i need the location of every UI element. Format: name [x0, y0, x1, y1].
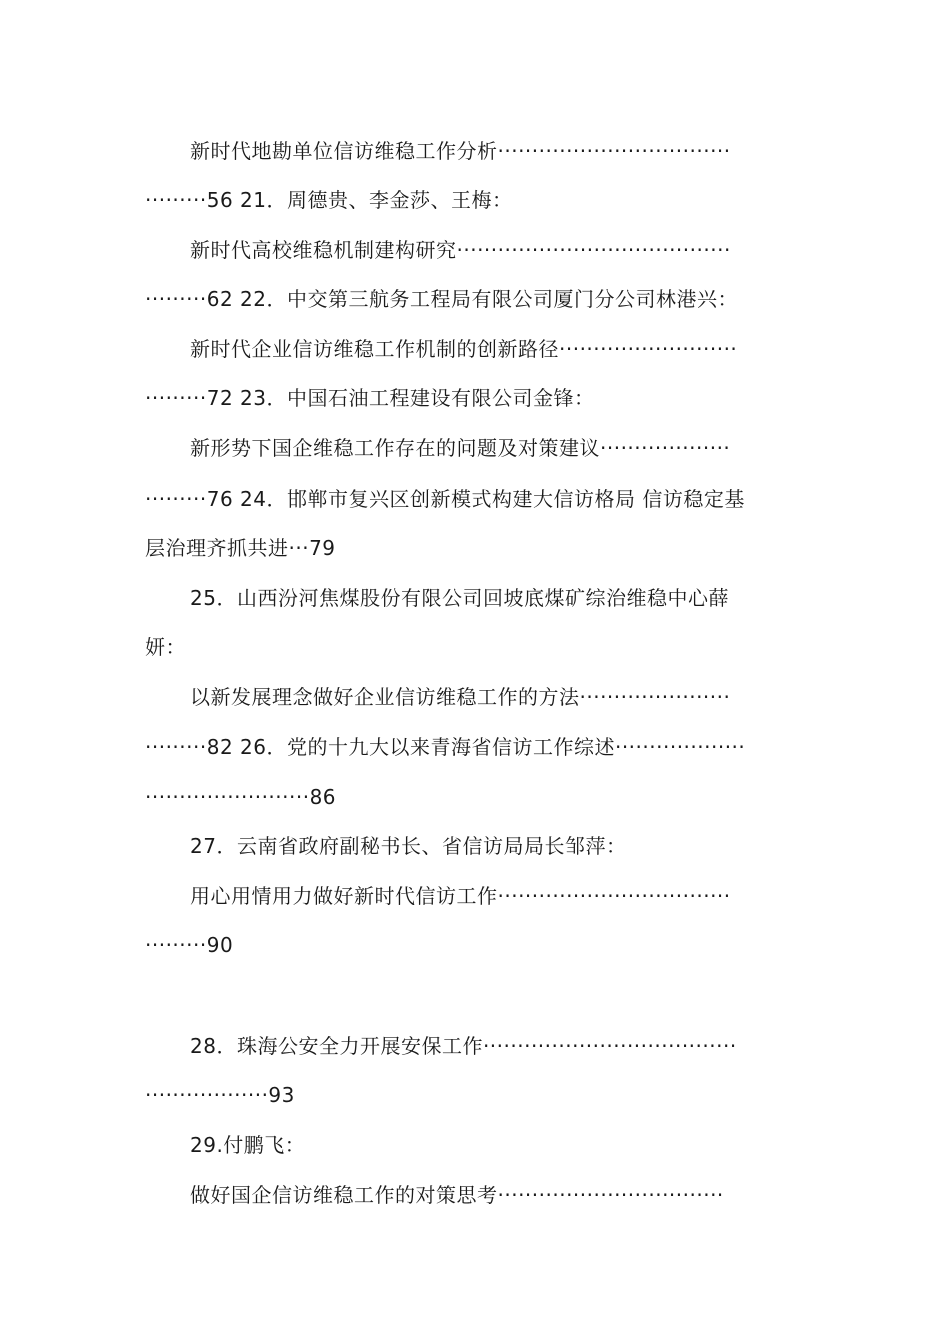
toc-line: 29.付鹏飞：: [190, 1133, 306, 1157]
toc-line: 用心用情用力做好新时代信访工作··································: [190, 884, 731, 908]
toc-line: 妍：: [145, 635, 186, 659]
toc-line: 27．云南省政府副秘书长、省信访局局长邹萍：: [190, 834, 627, 858]
toc-line: ························86: [145, 785, 337, 809]
toc-line: ·········82 26．党的十九大以来青海省信访工作综述···················: [145, 735, 746, 759]
toc-line: 新时代高校维稳机制建构研究········································: [190, 238, 731, 262]
toc-line: 做好国企信访维稳工作的对策思考·································: [190, 1183, 724, 1207]
toc-line: 25．山西汾河焦煤股份有限公司回坡底煤矿综治维稳中心薛: [190, 586, 729, 610]
toc-line: 层治理齐抓共进···79: [145, 536, 336, 560]
toc-line: ·········76 24．邯郸市复兴区创新模式构建大信访格局 信访稳定基: [145, 487, 745, 511]
toc-line: ·········72 23．中国石油工程建设有限公司金锋：: [145, 386, 595, 410]
toc-line: 新形势下国企维稳工作存在的问题及对策建议···················: [190, 436, 731, 460]
toc-line: ·········62 22．中交第三航务工程局有限公司厦门分公司林港兴：: [145, 287, 738, 311]
toc-line: ··················93: [145, 1083, 295, 1107]
toc-line: ·········56 21．周德贵、李金莎、王梅：: [145, 188, 513, 212]
toc-line: 新时代地勘单位信访维稳工作分析··································: [190, 139, 731, 163]
toc-line: 以新发展理念做好企业信访维稳工作的方法······················: [190, 685, 731, 709]
toc-line: 28．珠海公安全力开展安保工作·····································: [190, 1034, 737, 1058]
toc-line: ·········90: [145, 933, 234, 957]
toc-line: 新时代企业信访维稳工作机制的创新路径··························: [190, 337, 738, 361]
